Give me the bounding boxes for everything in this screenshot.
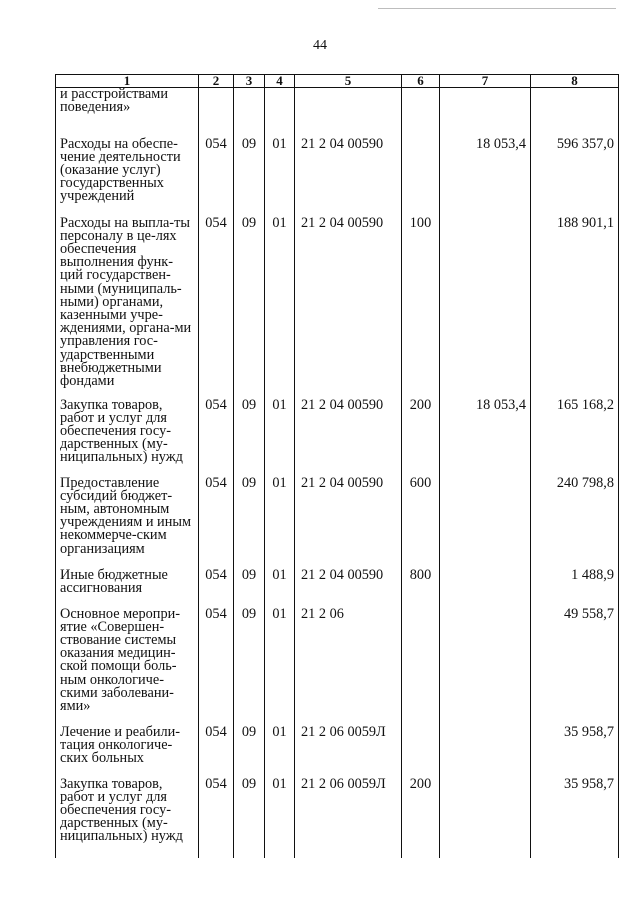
- budget-table: [55, 74, 619, 858]
- cell-ministry: 054: [199, 138, 234, 217]
- cell-ministry: 054: [199, 726, 234, 778]
- cell-section: 09: [234, 569, 265, 608]
- row-name: Предоставление субсидий бюджет-ным, автономным учреждениям и иным некоммерче-ским организациям: [56, 477, 199, 569]
- column-header-3: 3: [234, 75, 265, 88]
- cell-amount-8: 1 488,9: [531, 569, 619, 608]
- cell-target-code: 21 2 04 00590: [295, 217, 402, 399]
- cell-expense-type: 200: [402, 399, 440, 477]
- column-header-7: 7: [440, 75, 531, 88]
- page-number: 44: [313, 38, 327, 53]
- cell-amount-8: 596 357,0: [531, 138, 619, 217]
- cell-subsection: 01: [265, 477, 295, 569]
- row-name: Расходы на обеспе-чение деятельности (оказание услуг) государственных учреждений: [56, 138, 199, 217]
- cell-subsection: 01: [265, 138, 295, 217]
- row-name: Основное меропри-ятие «Совершен-ствование системы оказания медицин-ской помощи боль-ным онкологиче-скими заболевани-ями»: [56, 608, 199, 726]
- table-row: [56, 608, 619, 726]
- cell-expense-type: 600: [402, 477, 440, 569]
- cell-expense-type: 200: [402, 778, 440, 858]
- cell-ministry: 054: [199, 217, 234, 399]
- cell-subsection: [265, 88, 295, 138]
- table-row: [56, 569, 619, 608]
- cell-section: 09: [234, 217, 265, 399]
- cell-target-code: [295, 88, 402, 138]
- cell-amount-7: [440, 477, 531, 569]
- cell-amount-7: [440, 726, 531, 778]
- cell-amount-7: 18 053,4: [440, 138, 531, 217]
- table-row: [56, 138, 619, 217]
- cell-amount-7: 18 053,4: [440, 399, 531, 477]
- row-name: Закупка товаров, работ и услуг для обеспечения госу-дарственных (му-ниципальных) нужд: [56, 399, 199, 477]
- cell-expense-type: [402, 88, 440, 138]
- cell-amount-7: [440, 569, 531, 608]
- table-row: [56, 88, 619, 138]
- cell-amount-8: 49 558,7: [531, 608, 619, 726]
- table-row: [56, 217, 619, 399]
- cell-expense-type: [402, 608, 440, 726]
- cell-subsection: 01: [265, 399, 295, 477]
- cell-ministry: 054: [199, 569, 234, 608]
- cell-subsection: 01: [265, 217, 295, 399]
- cell-subsection: 01: [265, 726, 295, 778]
- cell-expense-type: 800: [402, 569, 440, 608]
- cell-ministry: [199, 88, 234, 138]
- cell-section: 09: [234, 399, 265, 477]
- column-header-8: 8: [531, 75, 619, 88]
- cell-subsection: 01: [265, 608, 295, 726]
- row-name: Иные бюджетные ассигнования: [56, 569, 199, 608]
- cell-expense-type: [402, 138, 440, 217]
- cell-target-code: 21 2 04 00590: [295, 569, 402, 608]
- row-name: Расходы на выпла-ты персоналу в це-лях обеспечения выполнения функ-ций государствен-ными (муниципаль-ными) органами, казенными учре-ждениями, органа-ми управления гос-ударственными внебюджетными фондами: [56, 217, 199, 399]
- column-header-5: 5: [295, 75, 402, 88]
- table-row: [56, 477, 619, 569]
- cell-amount-8: 188 901,1: [531, 217, 619, 399]
- column-header-1: 1: [56, 75, 199, 88]
- top-rule: [378, 8, 616, 9]
- table-row: [56, 399, 619, 477]
- cell-section: 09: [234, 138, 265, 217]
- cell-amount-8: 35 958,7: [531, 778, 619, 858]
- cell-section: 09: [234, 778, 265, 858]
- cell-amount-7: [440, 88, 531, 138]
- cell-section: 09: [234, 477, 265, 569]
- cell-target-code: 21 2 06 0059Л: [295, 726, 402, 778]
- column-header-2: 2: [199, 75, 234, 88]
- cell-target-code: 21 2 06 0059Л: [295, 778, 402, 858]
- row-name: и расстройствами поведения»: [56, 88, 199, 138]
- cell-subsection: 01: [265, 778, 295, 858]
- cell-section: [234, 88, 265, 138]
- cell-target-code: 21 2 04 00590: [295, 399, 402, 477]
- row-name: Лечение и реабили-тация онкологиче-ских больных: [56, 726, 199, 778]
- cell-ministry: 054: [199, 778, 234, 858]
- cell-ministry: 054: [199, 608, 234, 726]
- column-header-4: 4: [265, 75, 295, 88]
- cell-amount-8: 240 798,8: [531, 477, 619, 569]
- cell-section: 09: [234, 726, 265, 778]
- cell-amount-7: [440, 217, 531, 399]
- table-row: [56, 778, 619, 858]
- column-header-6: 6: [402, 75, 440, 88]
- table-row: [56, 726, 619, 778]
- cell-expense-type: 100: [402, 217, 440, 399]
- cell-target-code: 21 2 06: [295, 608, 402, 726]
- cell-ministry: 054: [199, 477, 234, 569]
- cell-subsection: 01: [265, 569, 295, 608]
- cell-ministry: 054: [199, 399, 234, 477]
- cell-amount-7: [440, 778, 531, 858]
- cell-target-code: 21 2 04 00590: [295, 477, 402, 569]
- cell-amount-7: [440, 608, 531, 726]
- cell-amount-8: 35 958,7: [531, 726, 619, 778]
- cell-amount-8: 165 168,2: [531, 399, 619, 477]
- cell-section: 09: [234, 608, 265, 726]
- cell-target-code: 21 2 04 00590: [295, 138, 402, 217]
- cell-amount-8: [531, 88, 619, 138]
- cell-expense-type: [402, 726, 440, 778]
- row-name: Закупка товаров, работ и услуг для обеспечения госу-дарственных (му-ниципальных) нужд: [56, 778, 199, 858]
